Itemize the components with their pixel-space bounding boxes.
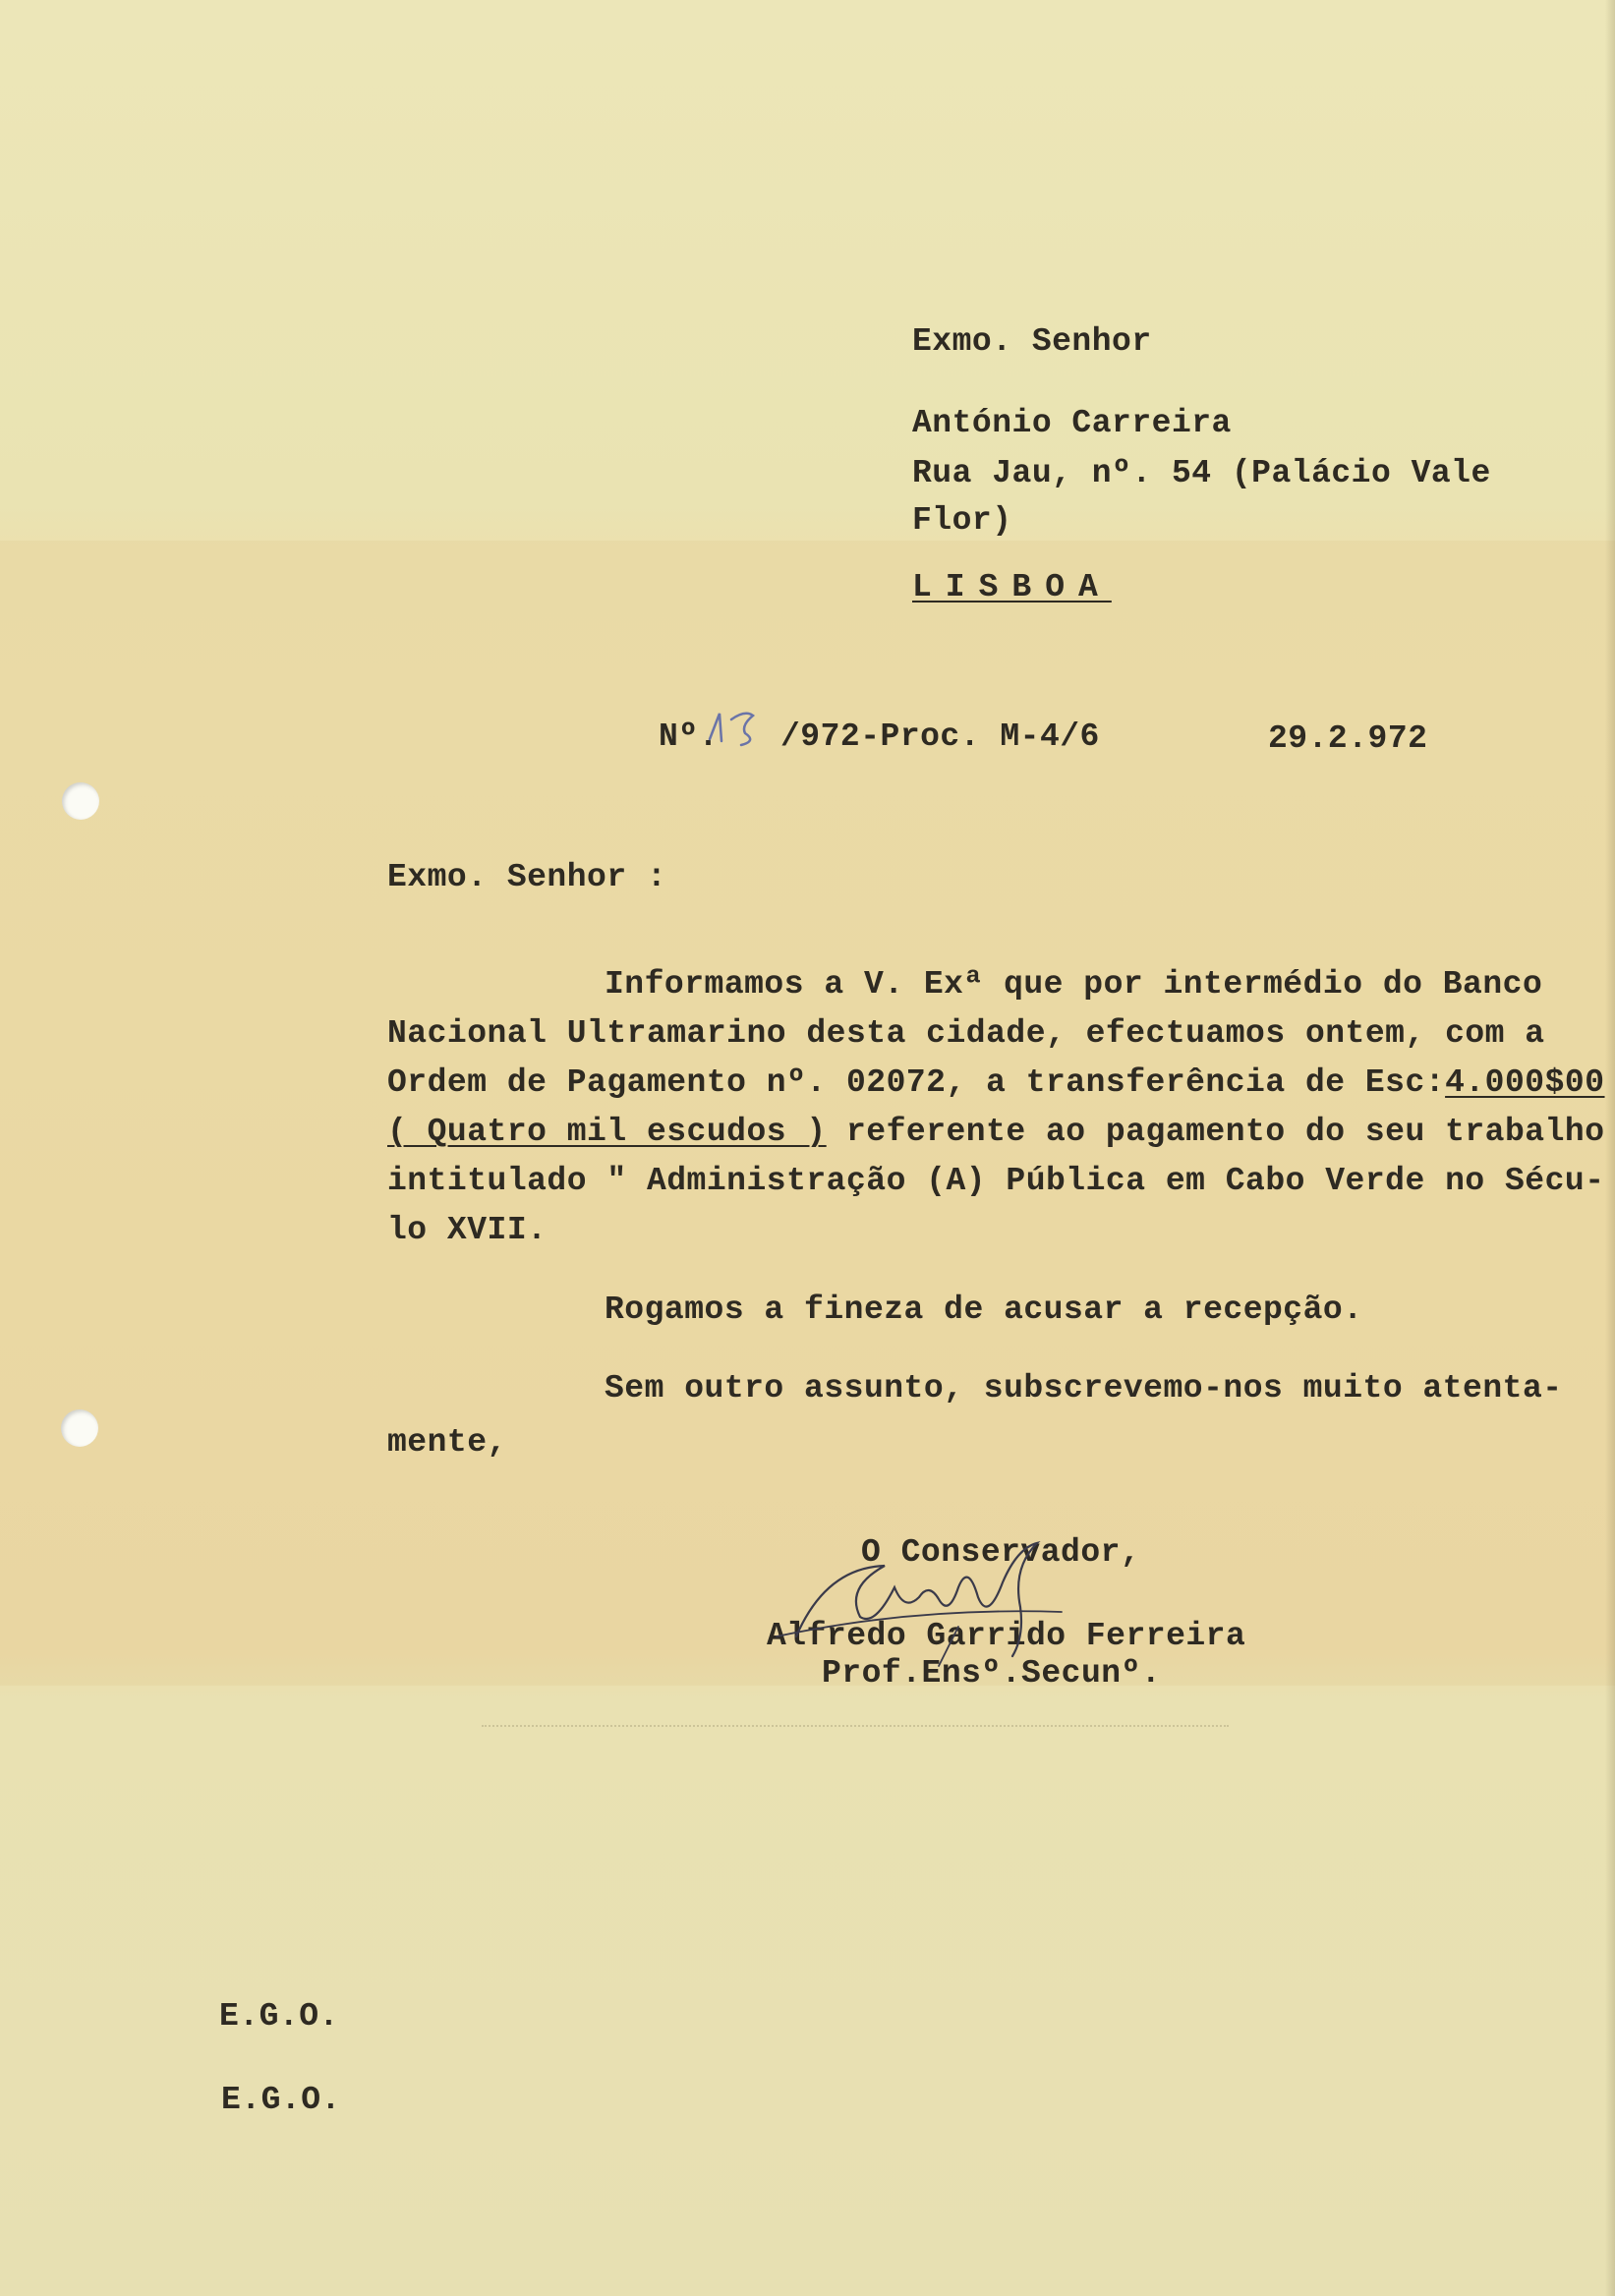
body-closing-line-2: mente, <box>387 1424 507 1461</box>
letter-greeting: Exmo. Senhor : <box>387 859 667 895</box>
handwritten-signature <box>767 1528 1180 1676</box>
signatory-position: Prof.Ensº.Secunº. <box>822 1655 1162 1692</box>
recipient-address-line1: Rua Jau, nº. 54 (Palácio Vale <box>912 455 1491 491</box>
faint-dotted-line <box>482 1725 1229 1729</box>
recipient-name: António Carreira <box>912 405 1232 441</box>
payment-amount-words: ( Quatro mil escudos ) <box>387 1114 827 1150</box>
recipient-city: LISBOA <box>912 569 1112 605</box>
body-closing-line-1: Sem outro assunto, subscrevemo-nos muito atenta- <box>605 1370 1563 1406</box>
punch-hole-top <box>62 782 99 820</box>
recipient-salutation: Exmo. Senhor <box>912 323 1152 360</box>
body-paragraph-2: Rogamos a fineza de acusar a recepção. <box>605 1292 1363 1328</box>
body-line-4 <box>387 1113 1605 1152</box>
reference-prefix: Nº. <box>659 718 719 755</box>
reference-suffix: /972-Proc. M-4/6 <box>780 718 1100 755</box>
body-line-2: Nacional Ultramarino desta cidade, efectuamos ontem, com a <box>387 1015 1545 1052</box>
recipient-address-line2: Flor) <box>912 502 1012 539</box>
footer-initials-1: E.G.O. <box>219 1998 339 2035</box>
paper-edge-shadow <box>1605 0 1615 2296</box>
body-line-3 <box>387 1063 1605 1103</box>
footer-initials-2: E.G.O. <box>221 2082 341 2118</box>
signatory-name: Alfredo Garrido Ferreira <box>767 1618 1246 1654</box>
body-line-4-text: referente ao pagamento do seu trabalho <box>826 1114 1605 1150</box>
body-line-6: lo XVII. <box>387 1212 548 1248</box>
body-line-5: intitulado " Administração (A) Pública em Cabo Verde no Sécu- <box>387 1163 1605 1199</box>
punch-hole-bottom <box>61 1409 98 1447</box>
payment-amount: 4.000$00 <box>1445 1064 1605 1101</box>
signatory-title: O Conservador, <box>861 1534 1141 1571</box>
reference-date: 29.2.972 <box>1268 720 1428 757</box>
body-line-3-text: Ordem de Pagamento nº. 02072, a transferência de Esc: <box>387 1064 1446 1101</box>
handwritten-number <box>702 706 771 749</box>
body-line-1: Informamos a V. Exª que por intermédio do Banco <box>605 966 1543 1003</box>
